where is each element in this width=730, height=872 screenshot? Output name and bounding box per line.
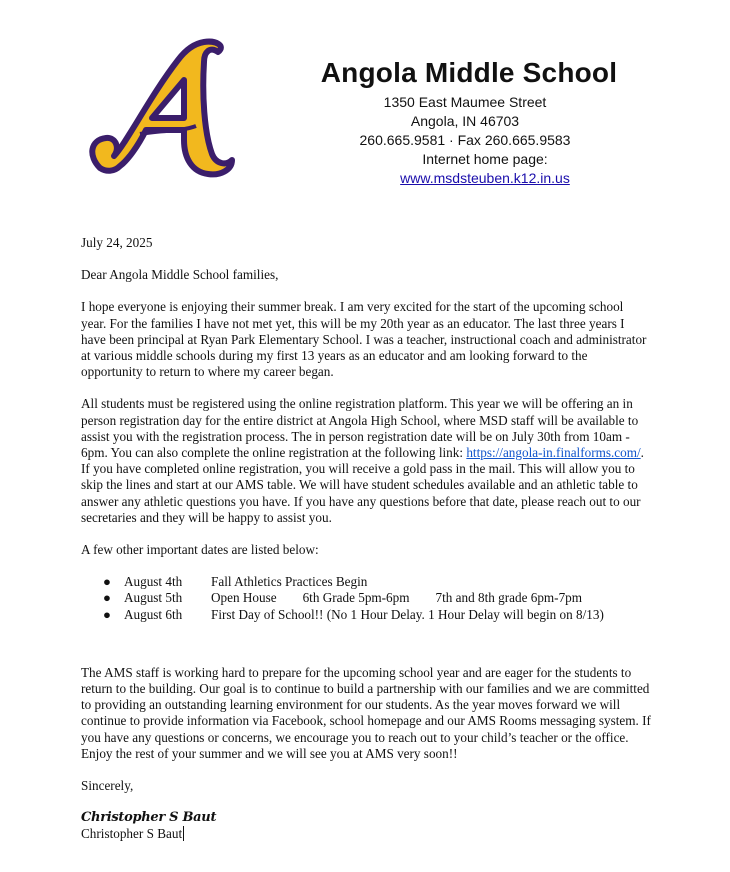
closing-line: Enjoy the rest of your summer and we will see you at AMS very soon!! [81,745,458,761]
important-dates-list [81,574,651,623]
paragraph-partnership: The AMS staff is working hard to prepare for the upcoming school year and are eager for the students to return to the building. Our goal is to continue to build a partnership with our families and we are committed to providing an outstanding learning environment for our students. As the year moves forward we will continue to provide information via Facebook, school homepage and our AMS Rooms messaging system. If you have any questions or concerns, we encourage you to reach out to your child’s teacher or the office. [81,664,651,745]
homepage-label: Internet home page: [422,151,548,167]
list-item-event: First Day of School!! (No 1 Hour Delay. 1 Hour Delay will begin on 8/13) [211,606,604,622]
list-item-detail: 6th Grade 5pm-6pm [302,590,410,606]
list-item [81,574,651,590]
list-item-date: August 5th [124,590,183,606]
school-logo-a-icon [80,36,240,186]
sign-off: Sincerely, [81,778,134,794]
list-item [81,607,651,623]
school-name: Angola Middle School [320,57,618,88]
registration-text-continued: . If you have completed online registration, you will receive a gold pass in the mail. This will allow you to skip the lines and start at our AMS table. We will have student schedules available and an athletic table to answer any athletic questions you have. If you have any questions before that date, please reach out to our secretaries and they will be happy to assist you. [81,445,644,525]
homepage-link[interactable]: www.msdsteuben.k12.in.us [400,170,570,186]
list-item [81,590,651,606]
list-item-event: Fall Athletics Practices Begin [211,574,368,590]
paragraph-registration [81,396,651,526]
registration-link[interactable]: https://angola-in.finalforms.com/ [466,445,641,461]
bullet-icon: ● [103,606,111,622]
printed-name-text: Christopher S Baut [81,826,183,842]
paragraph-intro: I hope everyone is enjoying their summer break. I am very excited for the start of the upcoming school year. For the families I have not met yet, this will be my 20th year as an educator. The last three years I have been principal at Ryan Park Elementary School. I was a teacher, instructional coach and administrator at various middle schools during my first 13 years as an educator and am looking forward to the opportunity to return to where my career began. [81,299,647,380]
greeting: Dear Angola Middle School families, [81,267,279,283]
letter-body [81,235,651,843]
bullet-icon: ● [103,590,111,606]
homepage-line [340,150,630,188]
letter-date: July 24, 2025 [81,235,153,250]
list-item-detail: 7th and 8th grade 6pm-7pm [435,590,583,606]
list-item-date: August 4th [124,574,183,590]
list-item-event: Open House [211,590,277,606]
signature: Christopher S Baut [81,810,217,826]
street-address: 1350 East Maumee Street [383,94,547,110]
bullet-icon: ● [103,574,111,590]
registration-text: All students must be registered using the online registration platform. This year we will be offering an in person registration day for the entire district at Angola High School, where MSD staff will be available to assist you with the registration process. The in person registration date will be on July 30th from 10am - 6pm. You can also complete the online registration at the following link: [81,396,639,461]
phone-fax: 260.665.9581 · Fax 260.665.9583 [359,132,571,148]
letterhead [300,56,630,188]
printed-name[interactable] [81,826,651,842]
city-line: Angola, IN 46703 [410,113,520,129]
list-item-date: August 6th [124,606,183,622]
dates-intro: A few other important dates are listed below: [81,542,319,558]
